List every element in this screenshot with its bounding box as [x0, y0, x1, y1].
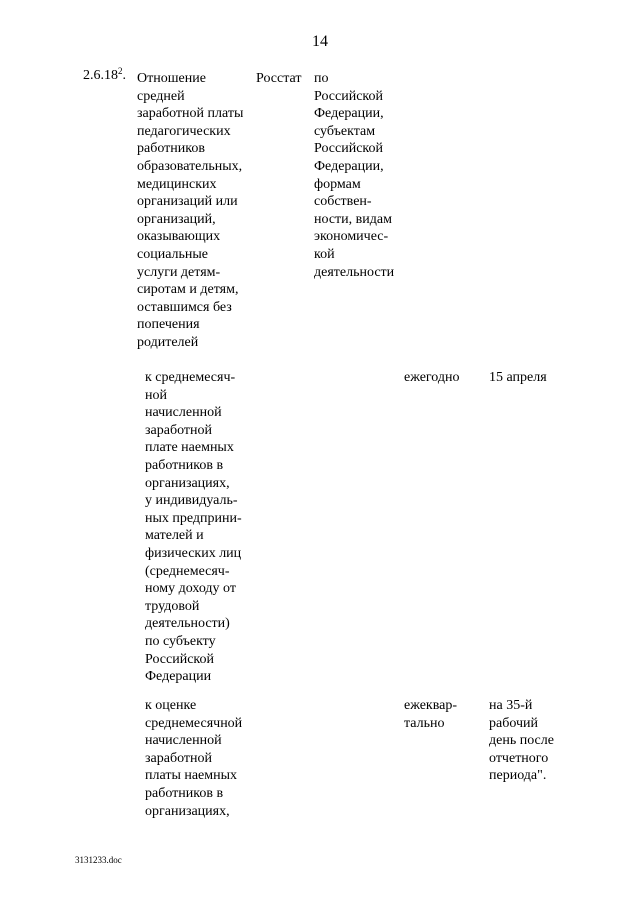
text-line: родителей	[137, 334, 199, 350]
text-line: к среднемесяч-	[145, 370, 236, 385]
text-line: Российской	[314, 88, 383, 104]
text-line: Федерации,	[314, 158, 384, 174]
text-line: организациях,	[145, 475, 230, 491]
text-line: формам	[314, 176, 361, 192]
document-file-name: 3131233.doc	[75, 855, 122, 865]
text-line: мателей и	[145, 528, 204, 544]
text-line: заработной	[145, 422, 212, 438]
sub-indicator-periodicity	[404, 697, 457, 732]
responsible-agency: Росстат	[256, 71, 302, 86]
text-line: плате наемных	[145, 440, 234, 456]
text-line: попечения	[137, 317, 200, 333]
item-number-main: 2.6.18	[83, 68, 118, 83]
text-line: кой	[314, 246, 335, 262]
data-breakdown	[314, 70, 394, 281]
text-line: периода".	[489, 768, 547, 784]
text-line: (среднемесяч-	[145, 563, 230, 579]
text-line: оставшимся без	[137, 299, 232, 315]
text-line: ной	[145, 387, 167, 403]
text-line: средней	[137, 88, 185, 104]
text-line: по субъекту	[145, 633, 216, 649]
item-number-superscript: 2	[118, 66, 123, 76]
text-line: у индивидуаль-	[145, 493, 238, 509]
sub-indicator-deadline	[489, 369, 547, 387]
text-line: трудовой	[145, 598, 200, 614]
text-line: организациях,	[145, 803, 230, 819]
text-line: экономичес-	[314, 229, 389, 245]
item-number	[83, 67, 126, 85]
text-line: ежеквар-	[404, 698, 458, 713]
text-line: услуги детям-	[137, 264, 221, 280]
text-line: тально	[404, 715, 445, 731]
text-line: работников в	[145, 785, 224, 801]
text-line: деятельности	[314, 264, 395, 280]
sub-indicator-text	[145, 369, 242, 686]
text-line: собствен-	[314, 194, 372, 210]
text-line: заработной	[145, 750, 212, 766]
text-line: ежегодно	[404, 370, 460, 385]
text-line: день после	[489, 733, 554, 749]
text-line: по	[314, 71, 329, 86]
text-line: ности, видам	[314, 211, 392, 227]
text-line: педагогических	[137, 123, 231, 139]
text-line: Российской	[314, 141, 383, 157]
text-line: 15 апреля	[489, 370, 547, 385]
text-line: организаций,	[137, 211, 216, 227]
text-line: образовательных,	[137, 158, 243, 174]
page-number: 14	[312, 33, 328, 50]
text-line: Отношение	[137, 71, 206, 86]
text-line: работников в	[145, 457, 224, 473]
text-line: оказывающих	[137, 229, 221, 245]
text-line: Российской	[145, 651, 214, 667]
text-line: отчетного	[489, 750, 549, 766]
text-line: медицинских	[137, 176, 217, 192]
text-line: рабочий	[489, 715, 538, 731]
text-line: среднемесячной	[145, 715, 243, 731]
indicator-title	[137, 70, 243, 352]
text-line: начисленной	[145, 405, 222, 421]
text-line: деятельности)	[145, 616, 230, 632]
sub-indicator-periodicity	[404, 369, 460, 387]
text-line: к оценке	[145, 698, 197, 713]
text-line: Федерации,	[314, 106, 384, 122]
sub-indicator-text	[145, 697, 242, 820]
text-line: организаций или	[137, 194, 238, 210]
text-line: ному доходу от	[145, 581, 236, 597]
item-number-suffix: .	[122, 68, 126, 83]
text-line: ных предприни-	[145, 510, 242, 526]
sub-indicator-deadline	[489, 697, 554, 785]
text-line: социальные	[137, 246, 209, 262]
text-line: Федерации	[145, 669, 212, 685]
text-line: начисленной	[145, 733, 222, 749]
text-line: платы наемных	[145, 768, 238, 784]
text-line: заработной платы	[137, 106, 244, 122]
text-line: работников	[137, 141, 205, 157]
text-line: физических лиц	[145, 545, 242, 561]
text-line: сиротам и детям,	[137, 282, 239, 298]
text-line: на 35-й	[489, 698, 533, 713]
text-line: субъектам	[314, 123, 376, 139]
